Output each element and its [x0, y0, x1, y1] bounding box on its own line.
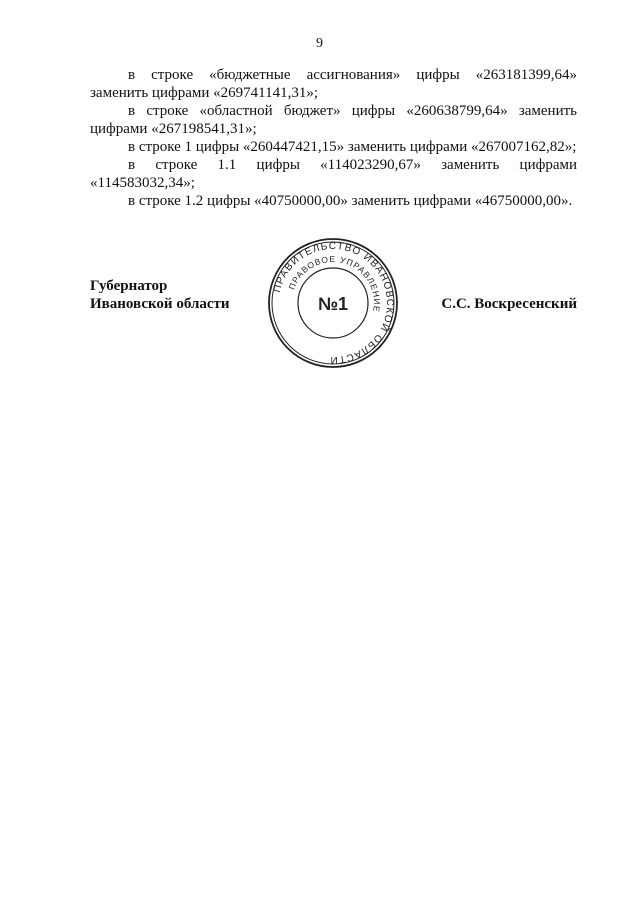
seal-inner-text: ПРАВОВОЕ УПРАВЛЕНИЕ [286, 253, 383, 314]
paragraph-regional-budget: в строке «областной бюджет» цифры «260638799,64» заменить цифрами «267198541,31»; [90, 103, 577, 137]
paragraph-line-1: в строке 1 цифры «260447421,15» заменить цифрами «267007162,82»; [128, 139, 577, 155]
document-body [90, 66, 577, 210]
seal-outer-text: ПРАВИТЕЛЬСТВО ИВАНОВСКОЙ ОБЛАСТИ [272, 240, 396, 366]
official-seal [266, 236, 400, 370]
paragraph-budget-allocations: в строке «бюджетные ассигнования» цифры «263181399,64» заменить цифрами «269741141,31»; [90, 67, 577, 101]
signatory-name: С.С. Воскресенский [441, 296, 577, 312]
seal-icon [266, 236, 400, 370]
page-number: 9 [316, 36, 323, 51]
signatory-title-line1: Губернатор [90, 278, 168, 294]
seal-center-text: №1 [317, 294, 349, 314]
paragraph-line-1-2: в строке 1.2 цифры «40750000,00» заменить цифрами «46750000,00». [128, 193, 573, 209]
signatory-title [90, 277, 230, 313]
signatory-title-line2: Ивановской области [90, 296, 230, 312]
paragraph-line-1-1: в строке 1.1 цифры «114023290,67» заменить цифрами «114583032,34»; [90, 157, 577, 191]
